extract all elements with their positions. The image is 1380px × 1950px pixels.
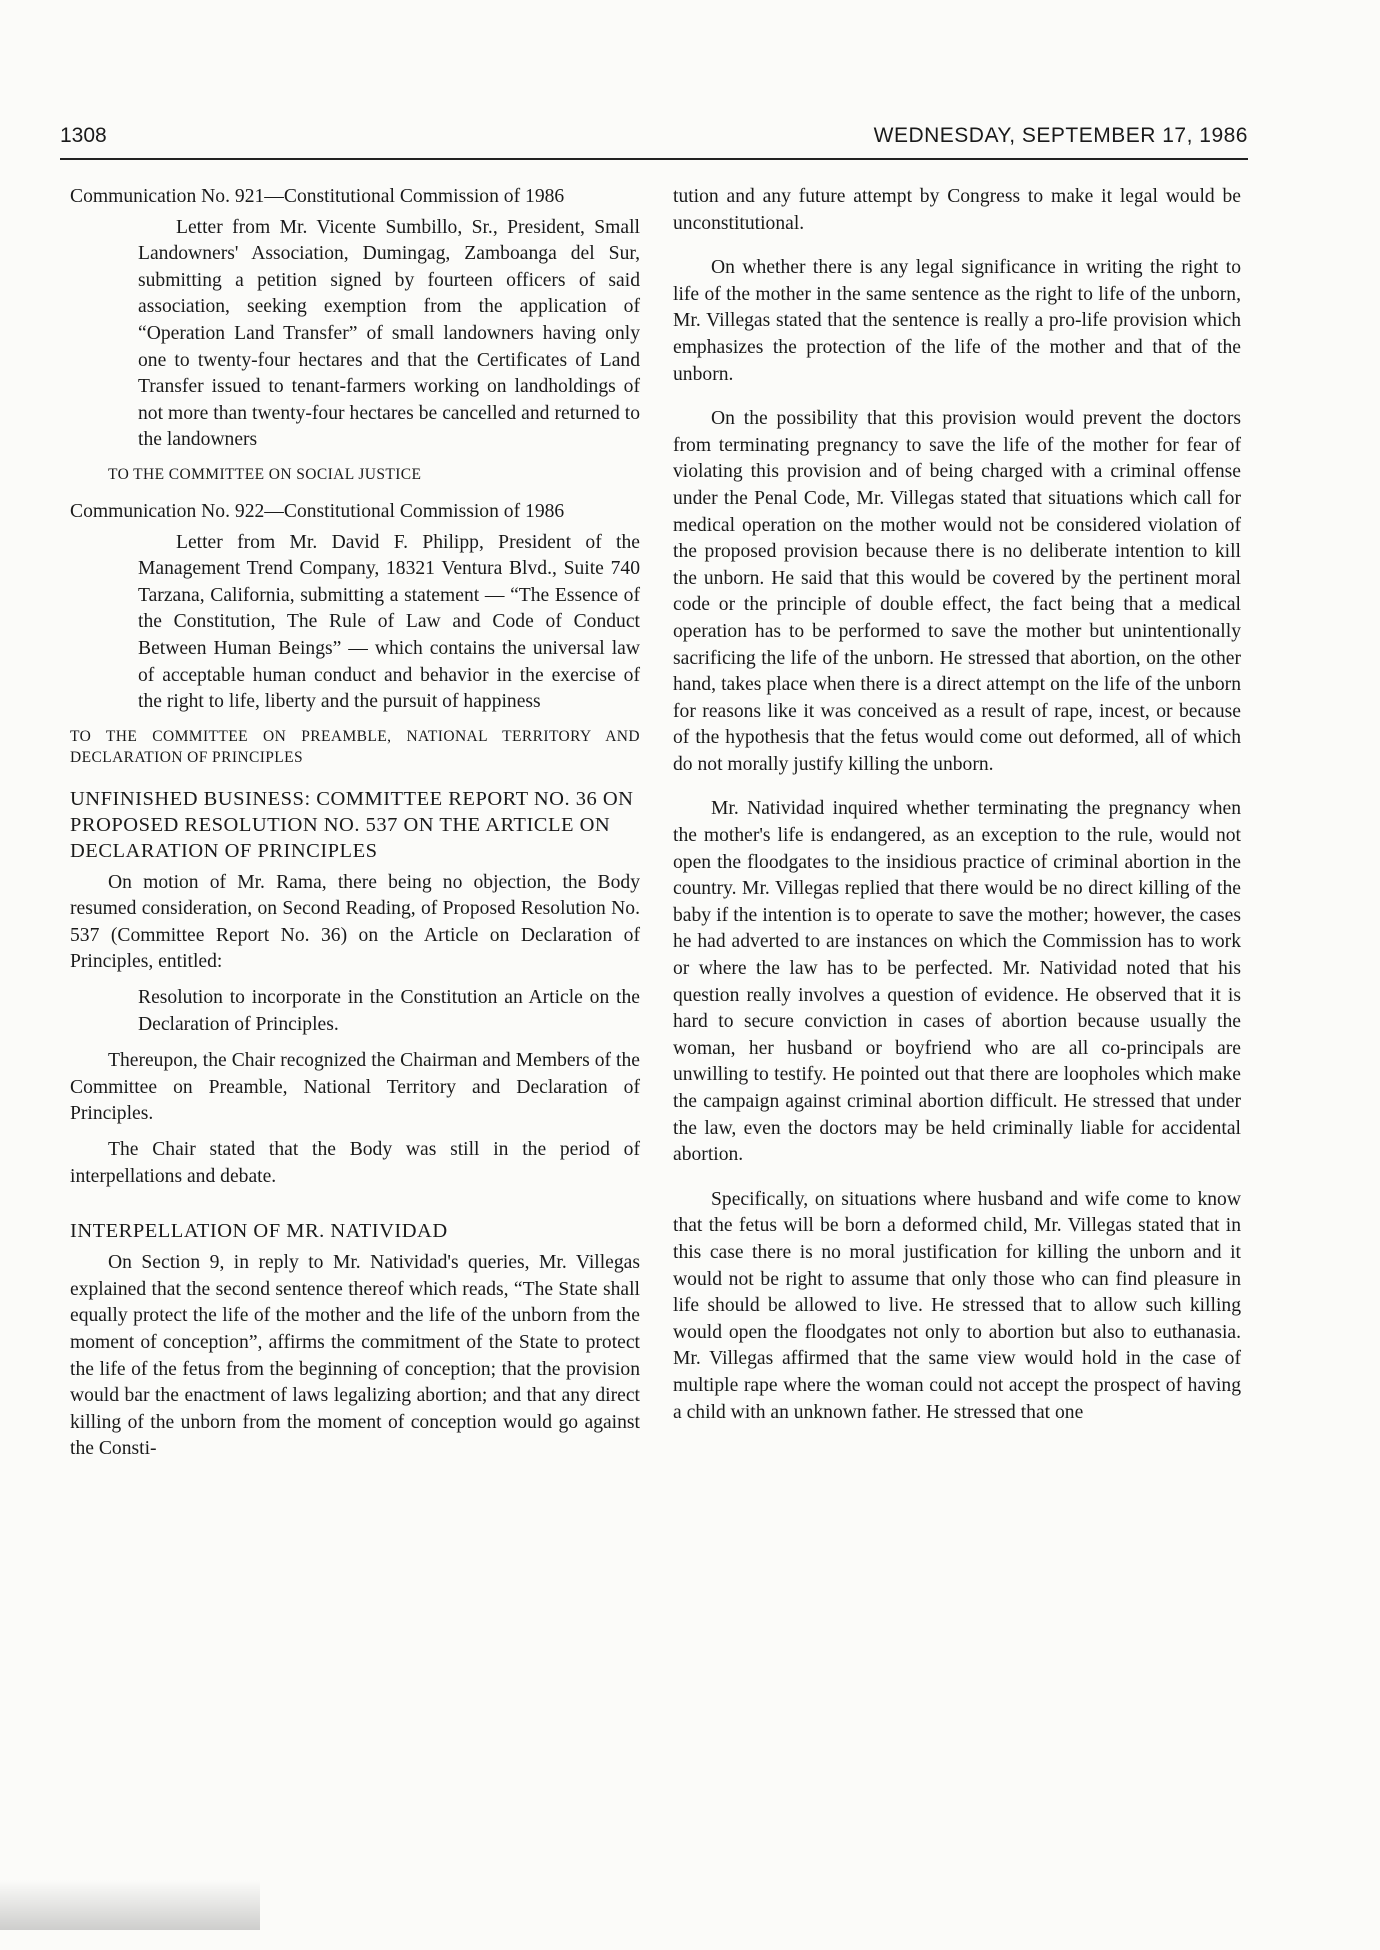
interpellation-heading: INTERPELLATION OF MR. NATIVIDAD bbox=[70, 1220, 448, 1243]
unfinished-business-paragraph-2: Thereupon, the Chair recognized the Chairman and Members of the Committee on Preamble, National Territory and Declaration of Principles. bbox=[70, 1050, 640, 1125]
right-paragraph-1: tution and any future attempt by Congress to make it legal would be unconstitutional. bbox=[673, 186, 1241, 234]
communication-922-referral: TO THE COMMITTEE ON PREAMBLE, NATIONAL TERRITORY AND DECLARATION OF PRINCIPLES bbox=[70, 727, 640, 766]
communication-921-title: Communication No. 921—Constitutional Commission of 1986 bbox=[70, 186, 565, 207]
page-number: 1308 bbox=[60, 124, 107, 147]
communication-922-body: Letter from Mr. David F. Philipp, President of the Management Trend Company, 18321 Ventura Blvd., Suite 740 Tarzana, California, submitting a statement — “The Essence of the Constitution, The Rule of Law and Code of Conduct Between Human Beings” — which contains the universal law of acceptable human conduct and behavior in the exercise of the right to life, liberty and the pursuit of happiness bbox=[138, 531, 640, 713]
right-paragraph-3: On the possibility that this provision would prevent the doctors from terminating pregnancy to save the life of the mother for fear of violating this provision and of being charged with a criminal offense under the Penal Code, Mr. Villegas stated that situations which call for medical operation on the mother would not be considered violation of the proposed provision because there is no deliberate intention to kill the unborn. He said that this would be covered by the pertinent moral code or the principle of double effect, the fact being that a medical operation has to be performed to save the mother but unintentionally sacrificing the life of the unborn. He stressed that abortion, on the other hand, takes place when there is a direct attempt on the life of the unborn for reasons like it was conceived as a result of rape, incest, or because of the hypothesis that the fetus would come out deformed, all of which do not morally justify killing the unborn. bbox=[673, 408, 1241, 775]
right-paragraph-5: Specifically, on situations where husband and wife come to know that the fetus will be born a deformed child, Mr. Villegas stated that in this case there is no moral justification for killing the unborn and it would not be right to assume that only those who can find pleasure in life should be allowed to live. He stressed that to allow such killing would open the floodgates not only to abortion but also to euthanasia. Mr. Villegas affirmed that the same view would hold in the case of multiple rape where the woman could not accept the prospect of having a child with an unknown father. He stressed that one bbox=[673, 1188, 1241, 1423]
communication-921-referral: TO THE COMMITTEE ON SOCIAL JUSTICE bbox=[108, 465, 422, 483]
right-column bbox=[673, 184, 1241, 1444]
left-column bbox=[70, 184, 640, 1472]
unfinished-business-paragraph-3: The Chair stated that the Body was still in the period of interpellations and debate. bbox=[70, 1139, 640, 1187]
interpellation-paragraph-1: On Section 9, in reply to Mr. Natividad's queries, Mr. Villegas explained that the second sentence thereof which reads, “The State shall equally protect the life of the mother and the life of the unborn from the moment of conception”, affirms the commitment of the State to protect the life of the fetus from the beginning of conception; that the provision would bar the enactment of laws legalizing abortion; and that any direct killing of the unborn from the moment of conception would go against the Consti- bbox=[70, 1252, 640, 1460]
unfinished-business-paragraph-1: On motion of Mr. Rama, there being no objection, the Body resumed consideration, on Second Reading, of Proposed Resolution No. 537 (Committee Report No. 36) on the Article on Declaration of Principles, entitled: bbox=[70, 871, 640, 973]
resolution-title-quote: Resolution to incorporate in the Constitution an Article on the Declaration of Principles. bbox=[138, 987, 640, 1035]
scan-edge-shadow bbox=[0, 1880, 260, 1930]
page-header bbox=[60, 124, 1248, 160]
communication-921-body: Letter from Mr. Vicente Sumbillo, Sr., President, Small Landowners' Association, Dumingag, Zamboanga del Sur, submitting a petition signed by fourteen officers of said association, seeking exemption from the application of “Operation Land Transfer” of small landowners having only one to twenty-four hectares and that the Certificates of Land Transfer issued to tenant-farmers working on landholdings of not more than twenty-four hectares be cancelled and returned to the landowners bbox=[138, 216, 640, 451]
right-paragraph-2: On whether there is any legal significance in writing the right to life of the mother in the same sentence as the right to life of the unborn, Mr. Villegas stated that the sentence is really a pro-life provision which emphasizes the protection of the life of the mother and that of the unborn. bbox=[673, 257, 1241, 385]
unfinished-business-heading: UNFINISHED BUSINESS: COMMITTEE REPORT NO. 36 ON PROPOSED RESOLUTION NO. 537 ON THE ARTICLE ON DECLARATION OF PRINCIPLES bbox=[70, 787, 634, 862]
communication-922-title: Communication No. 922—Constitutional Commission of 1986 bbox=[70, 500, 565, 522]
page-date: WEDNESDAY, SEPTEMBER 17, 1986 bbox=[873, 124, 1248, 147]
right-paragraph-4: Mr. Natividad inquired whether terminating the pregnancy when the mother's life is endangered, as an exception to the rule, would not open the floodgates to the insidious practice of criminal abortion in the country. Mr. Villegas replied that there would be no direct killing of the baby if the intention is to operate to save the mother; however, the cases he had adverted to are instances on which the Commission has to work or where the law has to be perfected. Mr. Natividad noted that his question really involves a question of evidence. He observed that it is hard to secure conviction in cases of abortion because usually the woman, her husband or boyfriend who are all co-principals are unwilling to testify. He pointed out that there are loopholes which make the campaign against criminal abortion difficult. He stressed that under the law, even the doctors may be held criminally liable for accidental abortion. bbox=[673, 798, 1241, 1166]
